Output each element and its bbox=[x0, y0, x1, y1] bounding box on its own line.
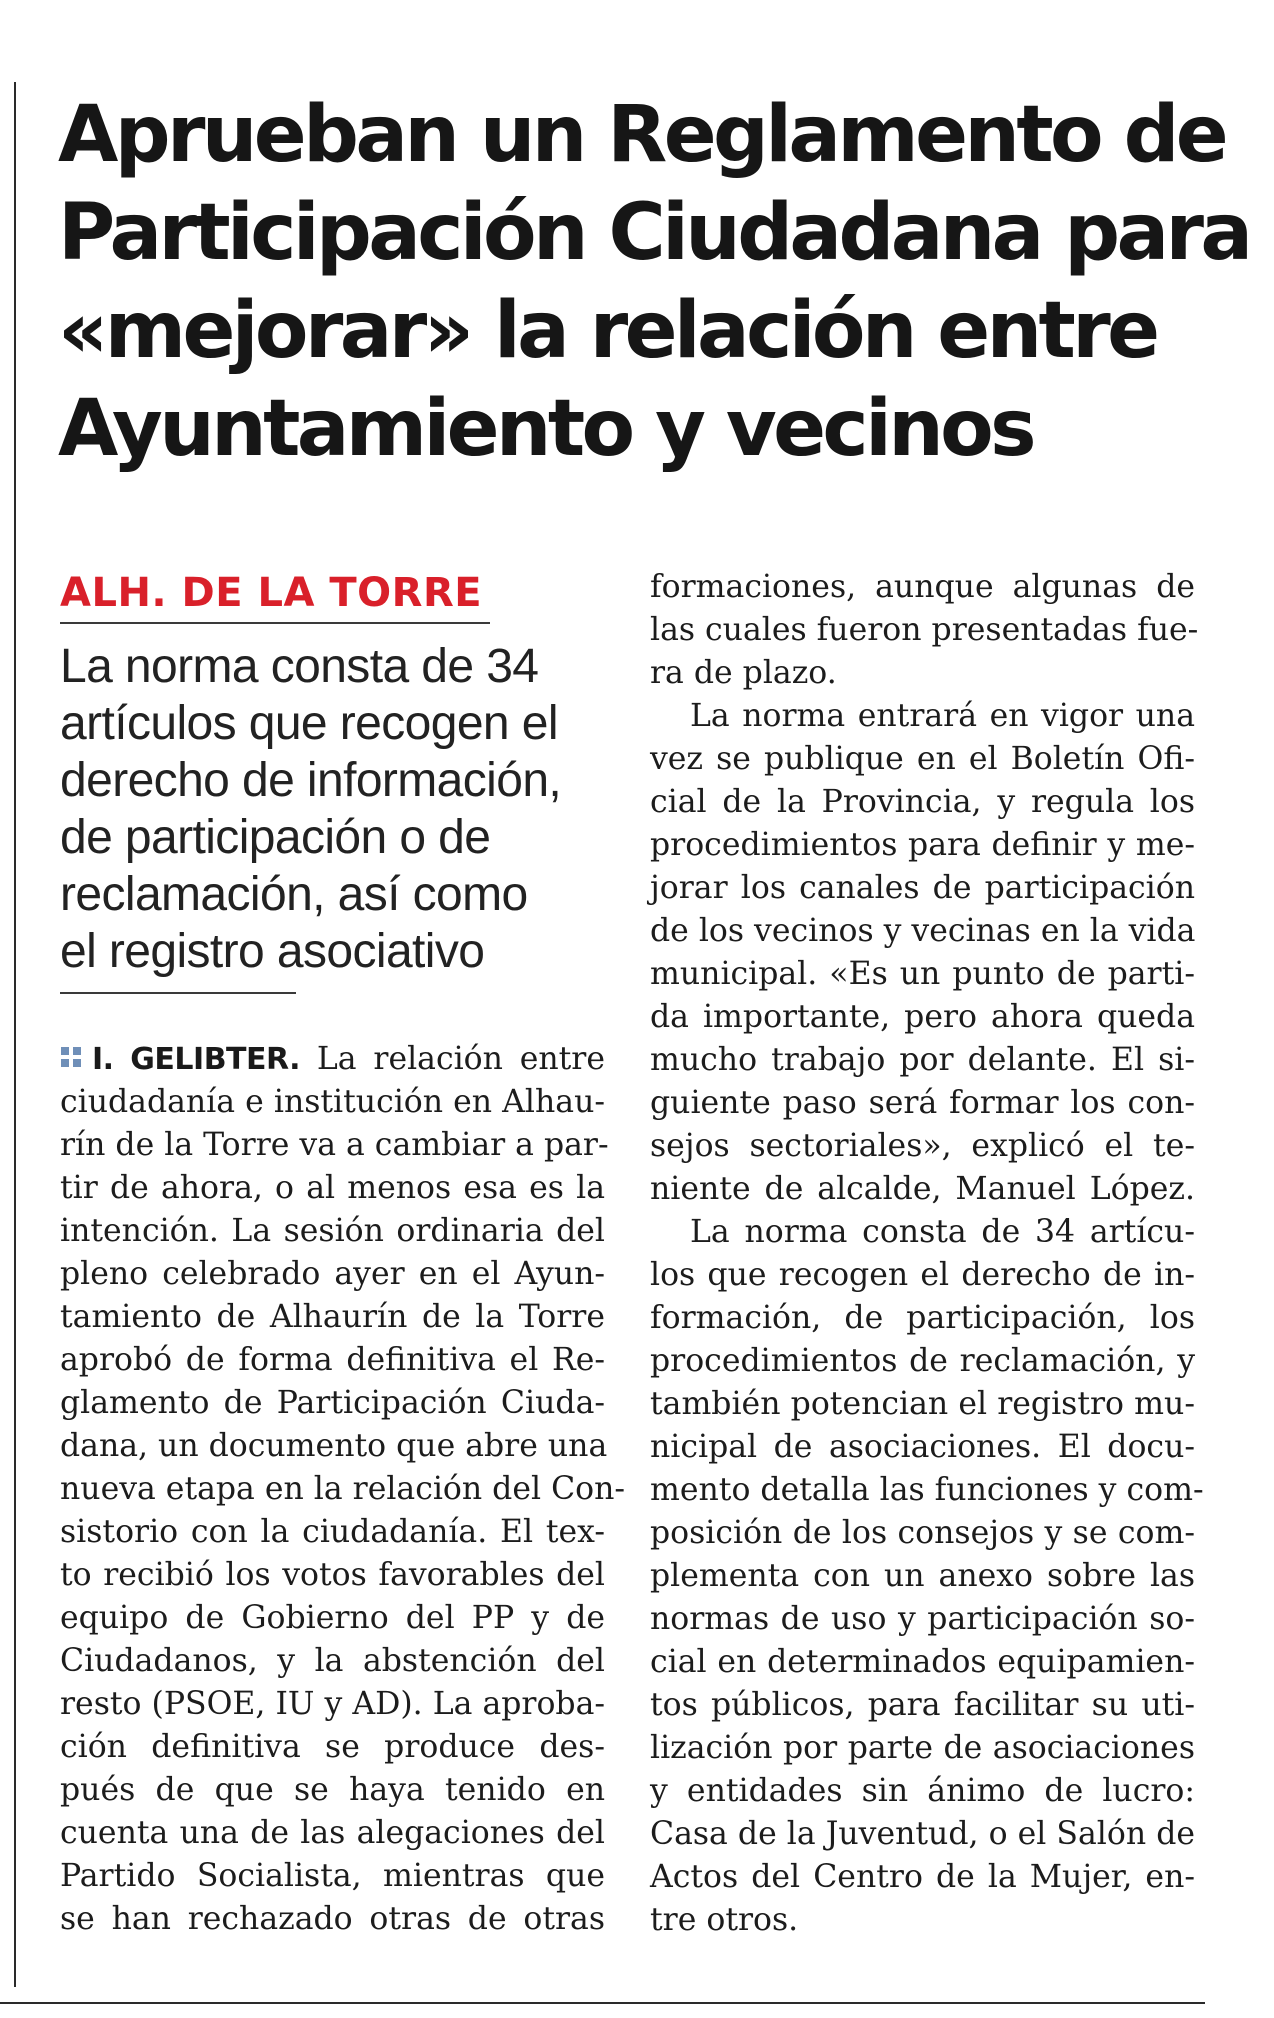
headline-line: Participación Ciudadana para bbox=[58, 188, 1250, 278]
body-line: plementa con un anexo sobre las bbox=[650, 1558, 1195, 1594]
body-line: da importante, pero ahora queda bbox=[650, 999, 1195, 1035]
body-column-right bbox=[650, 566, 1204, 1942]
body-line: cial en determinados equipamien- bbox=[650, 1644, 1195, 1680]
body-line: tos públicos, para facilitar su uti- bbox=[650, 1687, 1195, 1723]
body-line: rín de la Torre va a cambiar a par- bbox=[60, 1127, 609, 1163]
body-line: ciudadanía e institución en Alhau- bbox=[60, 1084, 605, 1120]
body-line: vez se publique en el Boletín Ofi- bbox=[650, 741, 1195, 777]
subheadline bbox=[60, 638, 620, 980]
body-line: niente de alcalde, Manuel López. bbox=[650, 1171, 1195, 1207]
body-line: cial de la Provincia, y regula los bbox=[650, 784, 1195, 820]
body-line: mucho trabajo por delante. El si- bbox=[650, 1042, 1195, 1078]
body-line: nicipal de asociaciones. El docu- bbox=[650, 1429, 1195, 1465]
body-line: se han rechazado otras de otras bbox=[60, 1901, 605, 1937]
body-line: tre otros. bbox=[650, 1902, 799, 1938]
body-line: Ciudadanos, y la abstención del bbox=[60, 1643, 605, 1679]
body-line: las cuales fueron presentadas fue- bbox=[650, 612, 1199, 648]
paragraph bbox=[650, 1211, 1204, 1942]
subhead-line: el registro asociativo bbox=[60, 925, 485, 978]
body-line: tamiento de Alhaurín de la Torre bbox=[60, 1299, 605, 1335]
subhead-underline bbox=[60, 992, 296, 994]
body-line: lización por parte de asociaciones bbox=[650, 1730, 1195, 1766]
body-line: pleno celebrado ayer en el Ayun- bbox=[60, 1256, 605, 1292]
subhead-line: La norma consta de 34 bbox=[60, 640, 539, 693]
body-line: procedimientos para definir y me- bbox=[650, 827, 1195, 863]
headline bbox=[58, 86, 1248, 478]
body-line: glamento de Participación Ciuda- bbox=[60, 1385, 605, 1421]
body-line: ción definitiva se produce des- bbox=[60, 1729, 605, 1765]
body-line: sejos sectoriales», explicó el te- bbox=[650, 1128, 1195, 1164]
body-line: pués de que se haya tenido en bbox=[60, 1772, 605, 1808]
paragraph bbox=[650, 566, 1199, 695]
body-line: normas de uso y participación so- bbox=[650, 1601, 1195, 1637]
body-line: intención. La sesión ordinaria del bbox=[60, 1213, 605, 1249]
body-line: resto (PSOE, IU y AD). La aproba- bbox=[60, 1686, 605, 1722]
body-line: sistorio con la ciudadanía. El tex- bbox=[60, 1514, 605, 1550]
section-tag-underline bbox=[60, 622, 490, 624]
body-line: también potencian el registro mu- bbox=[650, 1386, 1195, 1422]
body-line: to recibió los votos favorables del bbox=[60, 1557, 605, 1593]
body-line: La norma entrará en vigor una bbox=[690, 698, 1195, 734]
body-line: Partido Socialista, mientras que bbox=[60, 1858, 605, 1894]
subhead-line: reclamación, así como bbox=[60, 868, 528, 921]
body-line bbox=[60, 1038, 605, 1081]
body-line: ra de plazo. bbox=[650, 655, 837, 691]
body-line: equipo de Gobierno del PP y de bbox=[60, 1600, 605, 1636]
body-line: nueva etapa en la relación del Con- bbox=[60, 1471, 626, 1507]
body-line: y entidades sin ánimo de lucro: bbox=[650, 1773, 1195, 1809]
bottom-rule bbox=[0, 2002, 1205, 2004]
body-line: procedimientos de reclamación, y bbox=[650, 1343, 1195, 1379]
body-line: Actos del Centro de la Mujer, en- bbox=[650, 1859, 1195, 1895]
subhead-line: artículos que recogen el bbox=[60, 697, 558, 750]
body-line: de los vecinos y vecinas en la vida bbox=[650, 913, 1196, 949]
body-line: mento detalla las funciones y com- bbox=[650, 1472, 1204, 1508]
body-line: dana, un documento que abre una bbox=[60, 1428, 608, 1464]
body-line: formaciones, aunque algunas de bbox=[650, 569, 1195, 605]
byline-author: I. GELIBTER. bbox=[92, 1042, 301, 1077]
body-line: cuenta una de las alegaciones del bbox=[60, 1815, 605, 1851]
body-line: La norma consta de 34 artícu- bbox=[690, 1214, 1195, 1250]
body-text: La relación entre bbox=[316, 1041, 606, 1077]
body-line: los que recogen el derecho de in- bbox=[650, 1257, 1195, 1293]
body-line: jorar los canales de participación bbox=[650, 870, 1195, 906]
body-line: aprobó de forma definitiva el Re- bbox=[60, 1342, 605, 1378]
body-column-left bbox=[60, 1038, 626, 1941]
body-line: formación, de participación, los bbox=[650, 1300, 1195, 1336]
headline-line: Aprueban un Reglamento de bbox=[58, 90, 1226, 180]
byline-dots-icon bbox=[60, 1046, 82, 1068]
body-line: municipal. «Es un punto de parti- bbox=[650, 956, 1195, 992]
subhead-line: de participación o de bbox=[60, 811, 491, 864]
body-line: guiente paso será formar los con- bbox=[650, 1085, 1195, 1121]
body-line: tir de ahora, o al menos esa es la bbox=[60, 1170, 605, 1206]
body-line: posición de los consejos y se com- bbox=[650, 1515, 1195, 1551]
left-column-rule bbox=[14, 82, 16, 1987]
headline-line: Ayuntamiento y vecinos bbox=[58, 384, 1033, 474]
headline-line: «mejorar» la relación entre bbox=[58, 286, 1157, 376]
paragraph bbox=[650, 695, 1195, 1211]
section-tag: ALH. DE LA TORRE bbox=[60, 570, 483, 616]
subhead-line: derecho de información, bbox=[60, 754, 562, 807]
body-line: Casa de la Juventud, o el Salón de bbox=[650, 1816, 1195, 1852]
